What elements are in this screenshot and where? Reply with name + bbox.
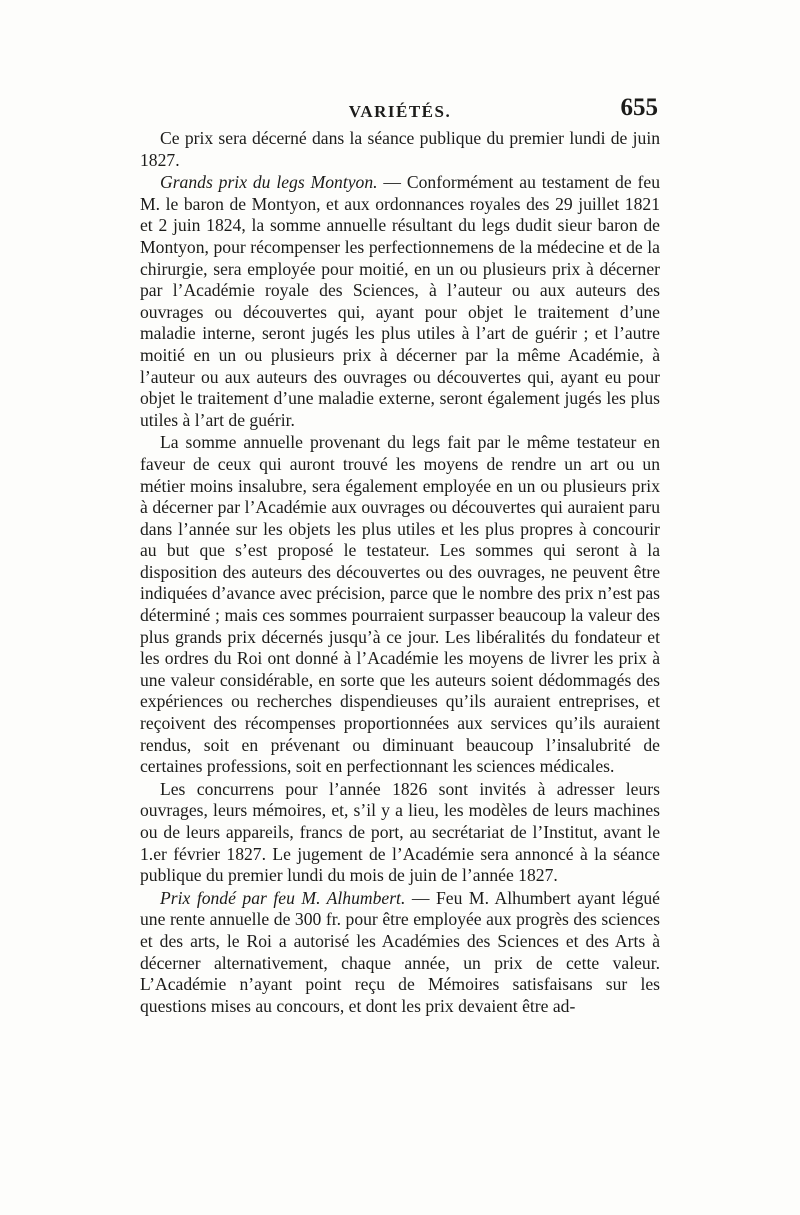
paragraph	[140, 779, 660, 887]
paragraph-heading: Prix fondé par feu M. Alhumbert.	[160, 887, 406, 908]
paragraph-text: — Feu M. Alhumbert ayant légué une rente annuelle de 300 fr. pour être employée aux progrès des sciences et des arts, le Roi a autorisé les Académies des Sciences et des Arts à décerner alternativement, chaque année, un prix de cette valeur. L’Académie n’ayant point reçu de Mémoires satisfaisans sur les questions mises au concours, et dont les prix devaient être ad-	[140, 887, 660, 1016]
paragraph-text: La somme annuelle provenant du legs fait par le même testateur en faveur de ceux qui auront trouvé les moyens de rendre un art ou un métier moins insalubre, sera également employée en un ou plusieurs prix à décerner par l’Académie aux ouvrages ou découvertes qui auraient paru dans l’année sur les objets les plus utiles et les plus propres à concourir au but que s’est proposé le testateur. Les sommes qui seront à la disposition des auteurs des découvertes ou des ouvrages, ne peuvent être indiquées d’avance avec précision, parce que le nombre des prix n’est pas déterminé ; mais ces sommes pourraient surpasser beaucoup la valeur des plus grands prix décernés jusqu’à ce jour. Les libéralités du fondateur et les ordres du Roi ont donné à l’Académie les moyens de livrer les prix à une valeur considérable, en sorte que les auteurs soient dédommagés des expériences ou recherches dispendieuses qu’ils auraient entreprises, et reçoivent des récompenses proportionnées aux services qu’ils auraient rendus, soit en prévenant ou diminuant beaucoup l’insalubrité de certaines professions, soit en perfectionnant les sciences médicales.	[140, 432, 660, 777]
section-title: VARIÉTÉS.	[348, 102, 452, 121]
page-number: 655	[620, 94, 658, 121]
paragraph	[140, 172, 660, 431]
running-head	[140, 94, 660, 128]
paragraph-text: — Conformément au testament de feu M. le baron de Montyon, et aux ordonnances royales des 29 juillet 1821 et 2 juin 1824, la somme annuelle résultant du legs dudit sieur baron de Montyon, pour récompenser les perfectionnemens de la médecine et de la chirurgie, sera employée pour moitié, en un ou plusieurs prix à décerner par l’Académie royale des Sciences, à l’auteur ou aux auteurs des ouvrages ou découvertes qui, ayant pour objet le traitement d’une maladie interne, seront jugés les plus utiles à l’art de guérir ; et l’autre moitié en un ou plusieurs prix à décerner par la même Académie, à l’auteur ou aux auteurs des ouvrages ou découvertes qui, ayant eu pour objet le traitement d’une maladie externe, seront également jugés les plus utiles à l’art de guérir.	[140, 172, 660, 430]
paragraph-heading: Grands prix du legs Montyon.	[160, 172, 378, 193]
body-text	[140, 128, 660, 1017]
paragraph-text: Les concurrens pour l’année 1826 sont invités à adresser leurs ouvrages, leurs mémoires, et, s’il y a lieu, les modèles de leurs machines ou de leurs appareils, francs de port, au secrétariat de l’Institut, avant le 1.er février 1827. Le jugement de l’Académie sera annoncé à la séance publique du premier lundi du mois de juin de l’année 1827.	[140, 778, 660, 886]
paragraph	[140, 128, 660, 171]
paragraph-text: Ce prix sera décerné dans la séance publique du premier lundi de juin 1827.	[140, 128, 660, 170]
paragraph	[140, 888, 660, 1018]
paragraph	[140, 432, 660, 778]
